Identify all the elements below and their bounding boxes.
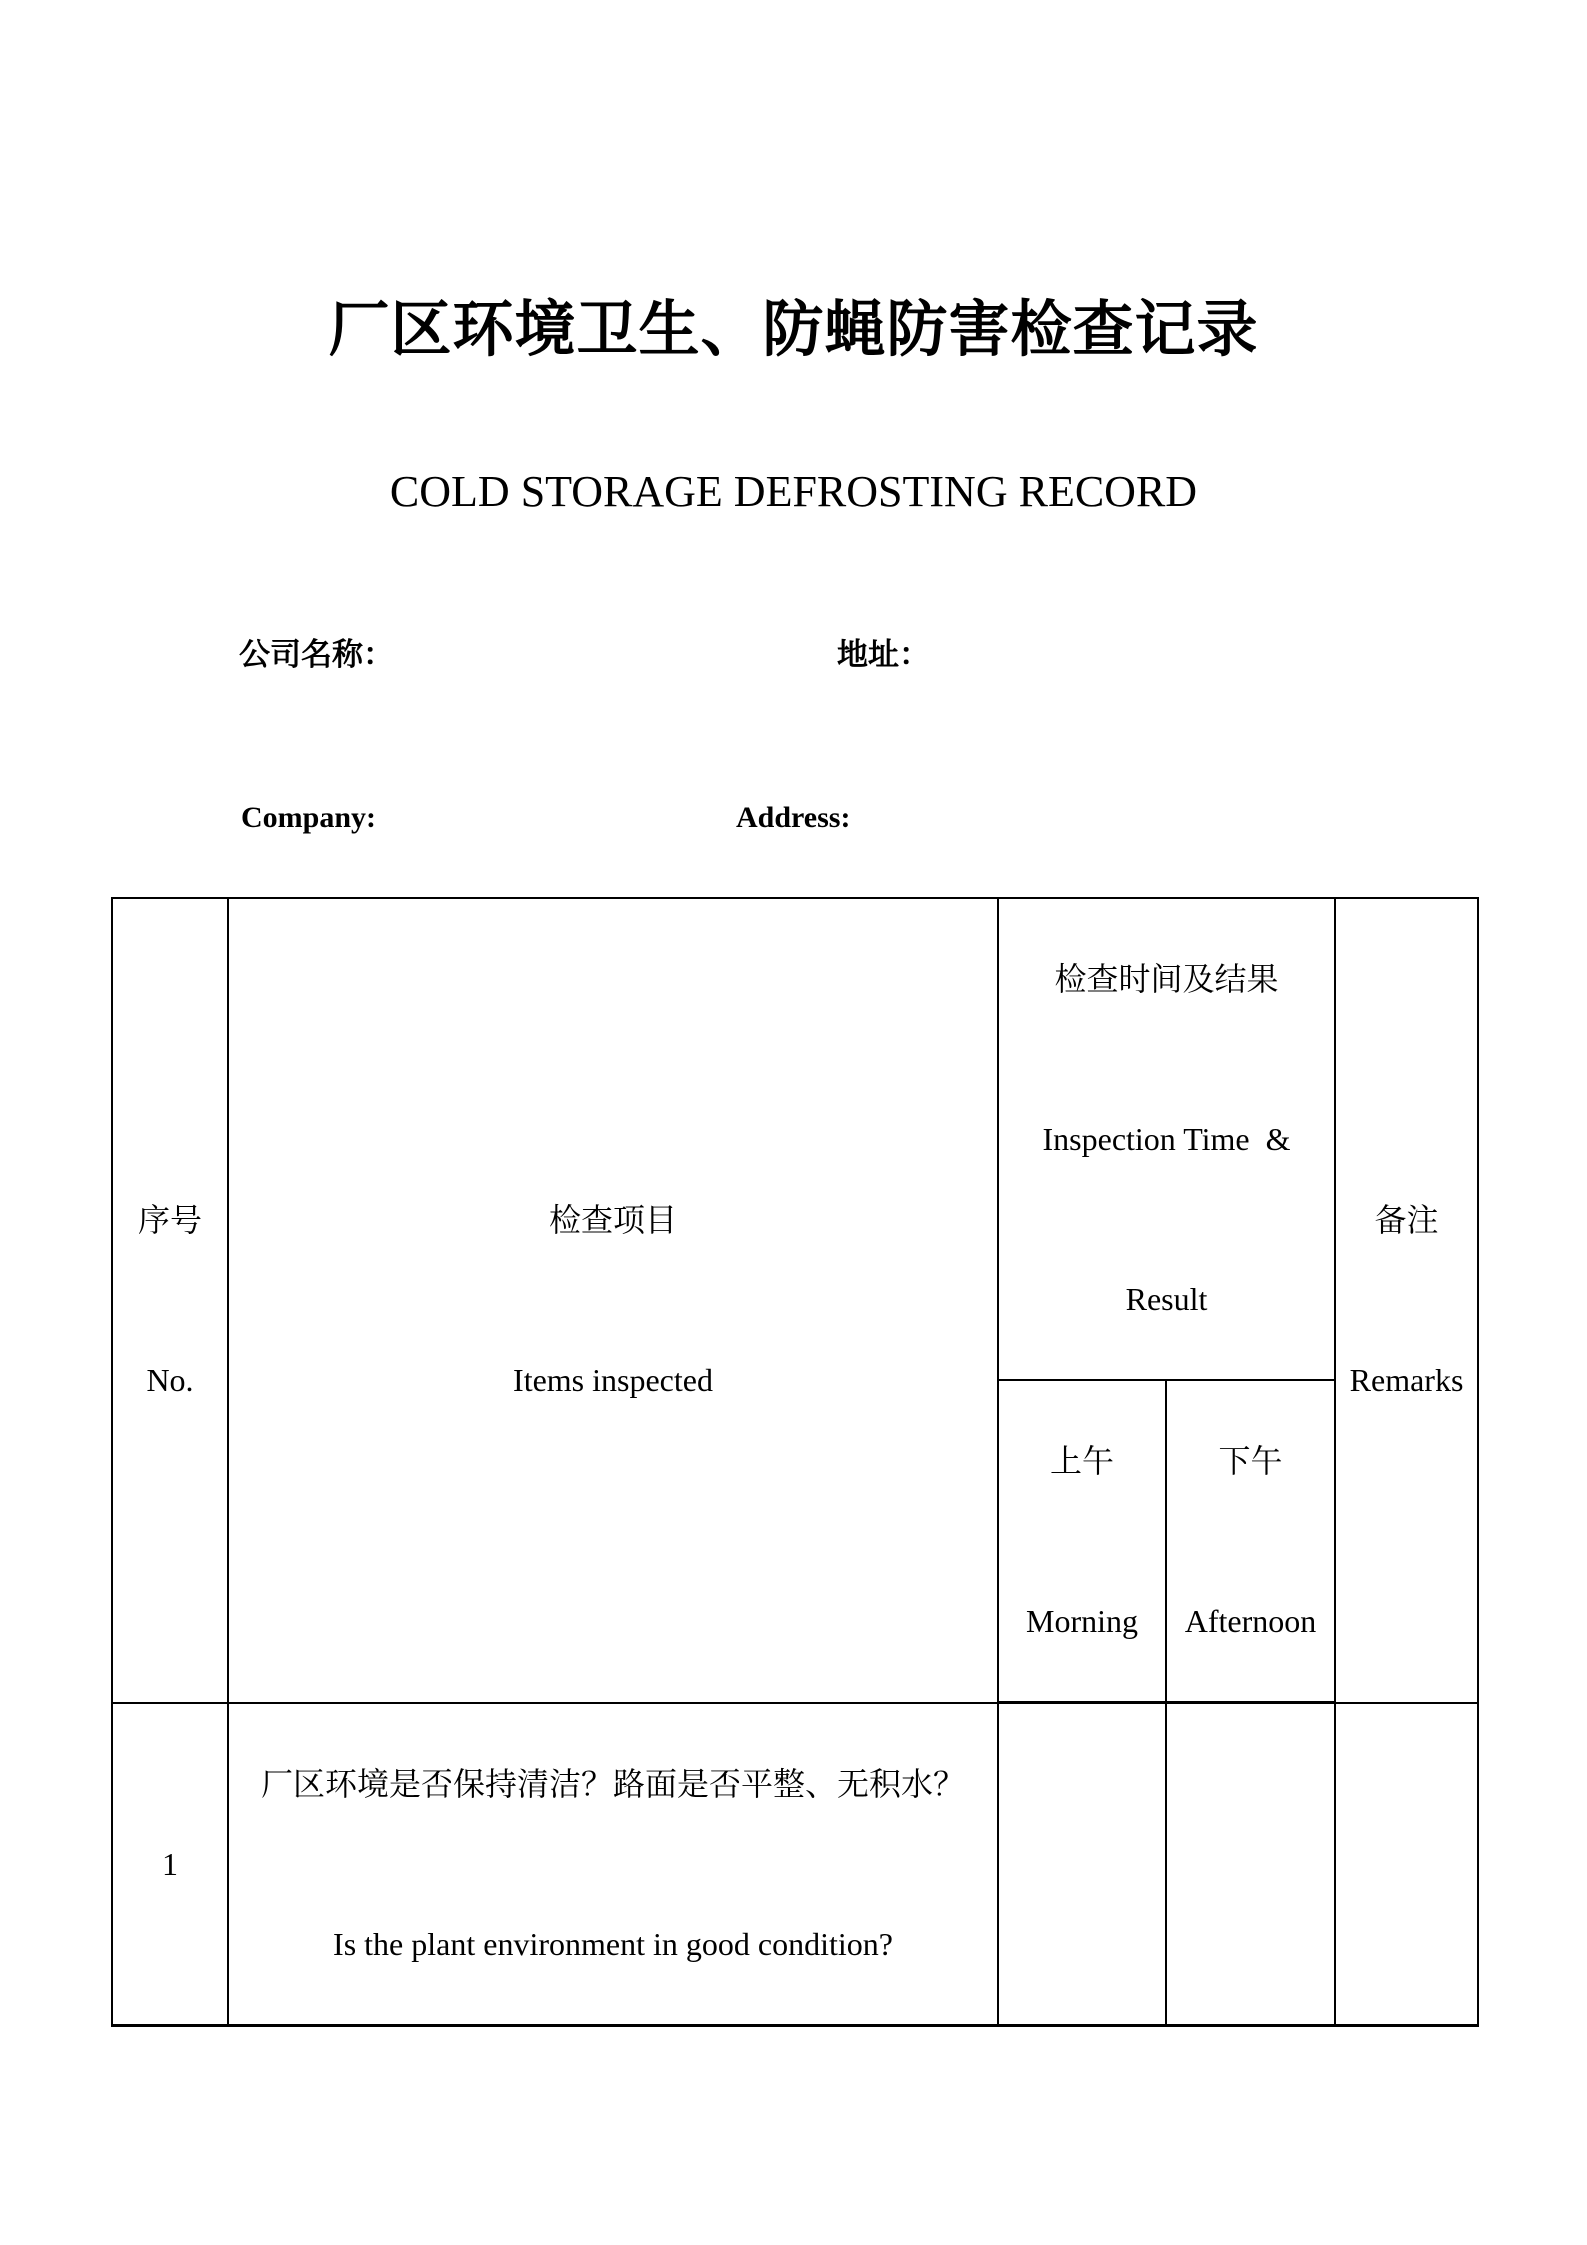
row-item-cn: 厂区环境是否保持清洁？路面是否平整、无积水？ <box>260 1765 965 1802</box>
header-morning-en: Morning <box>1026 1603 1138 1639</box>
header-time-result-en1: Inspection Time & <box>1042 1121 1291 1157</box>
inspection-record-table <box>111 897 1479 2027</box>
header-morning-cn: 上午 <box>1049 1443 1114 1479</box>
company-label-en: Company: <box>241 801 377 834</box>
header-cell-remarks <box>1335 898 1478 1703</box>
row-cell-remarks <box>1335 1703 1478 2026</box>
header-remarks-cn: 备注 <box>1374 1202 1439 1239</box>
header-items-en: Items inspected <box>513 1362 713 1399</box>
header-no-cn: 序号 <box>137 1202 202 1239</box>
header-time-result-cn: 检查时间及结果 <box>1054 961 1279 997</box>
header-time-result-en2: Result <box>1125 1281 1208 1317</box>
header-cell-no <box>112 898 228 1703</box>
row-cell-morning-result <box>998 1703 1166 2026</box>
row-cell-item <box>228 1703 998 2026</box>
row-no-value: 1 <box>162 1845 178 1882</box>
header-cell-items <box>228 898 998 1703</box>
header-cell-morning <box>998 1380 1166 1703</box>
table-row <box>112 1703 1478 2026</box>
document-title-en: COLD STORAGE DEFROSTING RECORD <box>389 467 1198 516</box>
address-label-en: Address: <box>736 801 851 834</box>
row-cell-afternoon-result <box>1166 1703 1335 2026</box>
row-cell-no <box>112 1703 228 2026</box>
header-afternoon-cn: 下午 <box>1218 1443 1283 1479</box>
document-title-cn: 厂区环境卫生、防蝇防害检查记录 <box>328 297 1259 364</box>
header-cell-afternoon <box>1166 1380 1335 1703</box>
header-remarks-en: Remarks <box>1349 1362 1464 1399</box>
row-item-en: Is the plant environment in good condition? <box>333 1925 893 1962</box>
address-label-cn: 地址： <box>837 637 930 672</box>
company-name-label-cn: 公司名称： <box>239 637 394 672</box>
header-cell-time-result <box>998 898 1335 1380</box>
header-afternoon-en: Afternoon <box>1184 1603 1317 1639</box>
header-items-cn: 检查项目 <box>548 1202 677 1239</box>
header-no-en: No. <box>146 1362 194 1399</box>
